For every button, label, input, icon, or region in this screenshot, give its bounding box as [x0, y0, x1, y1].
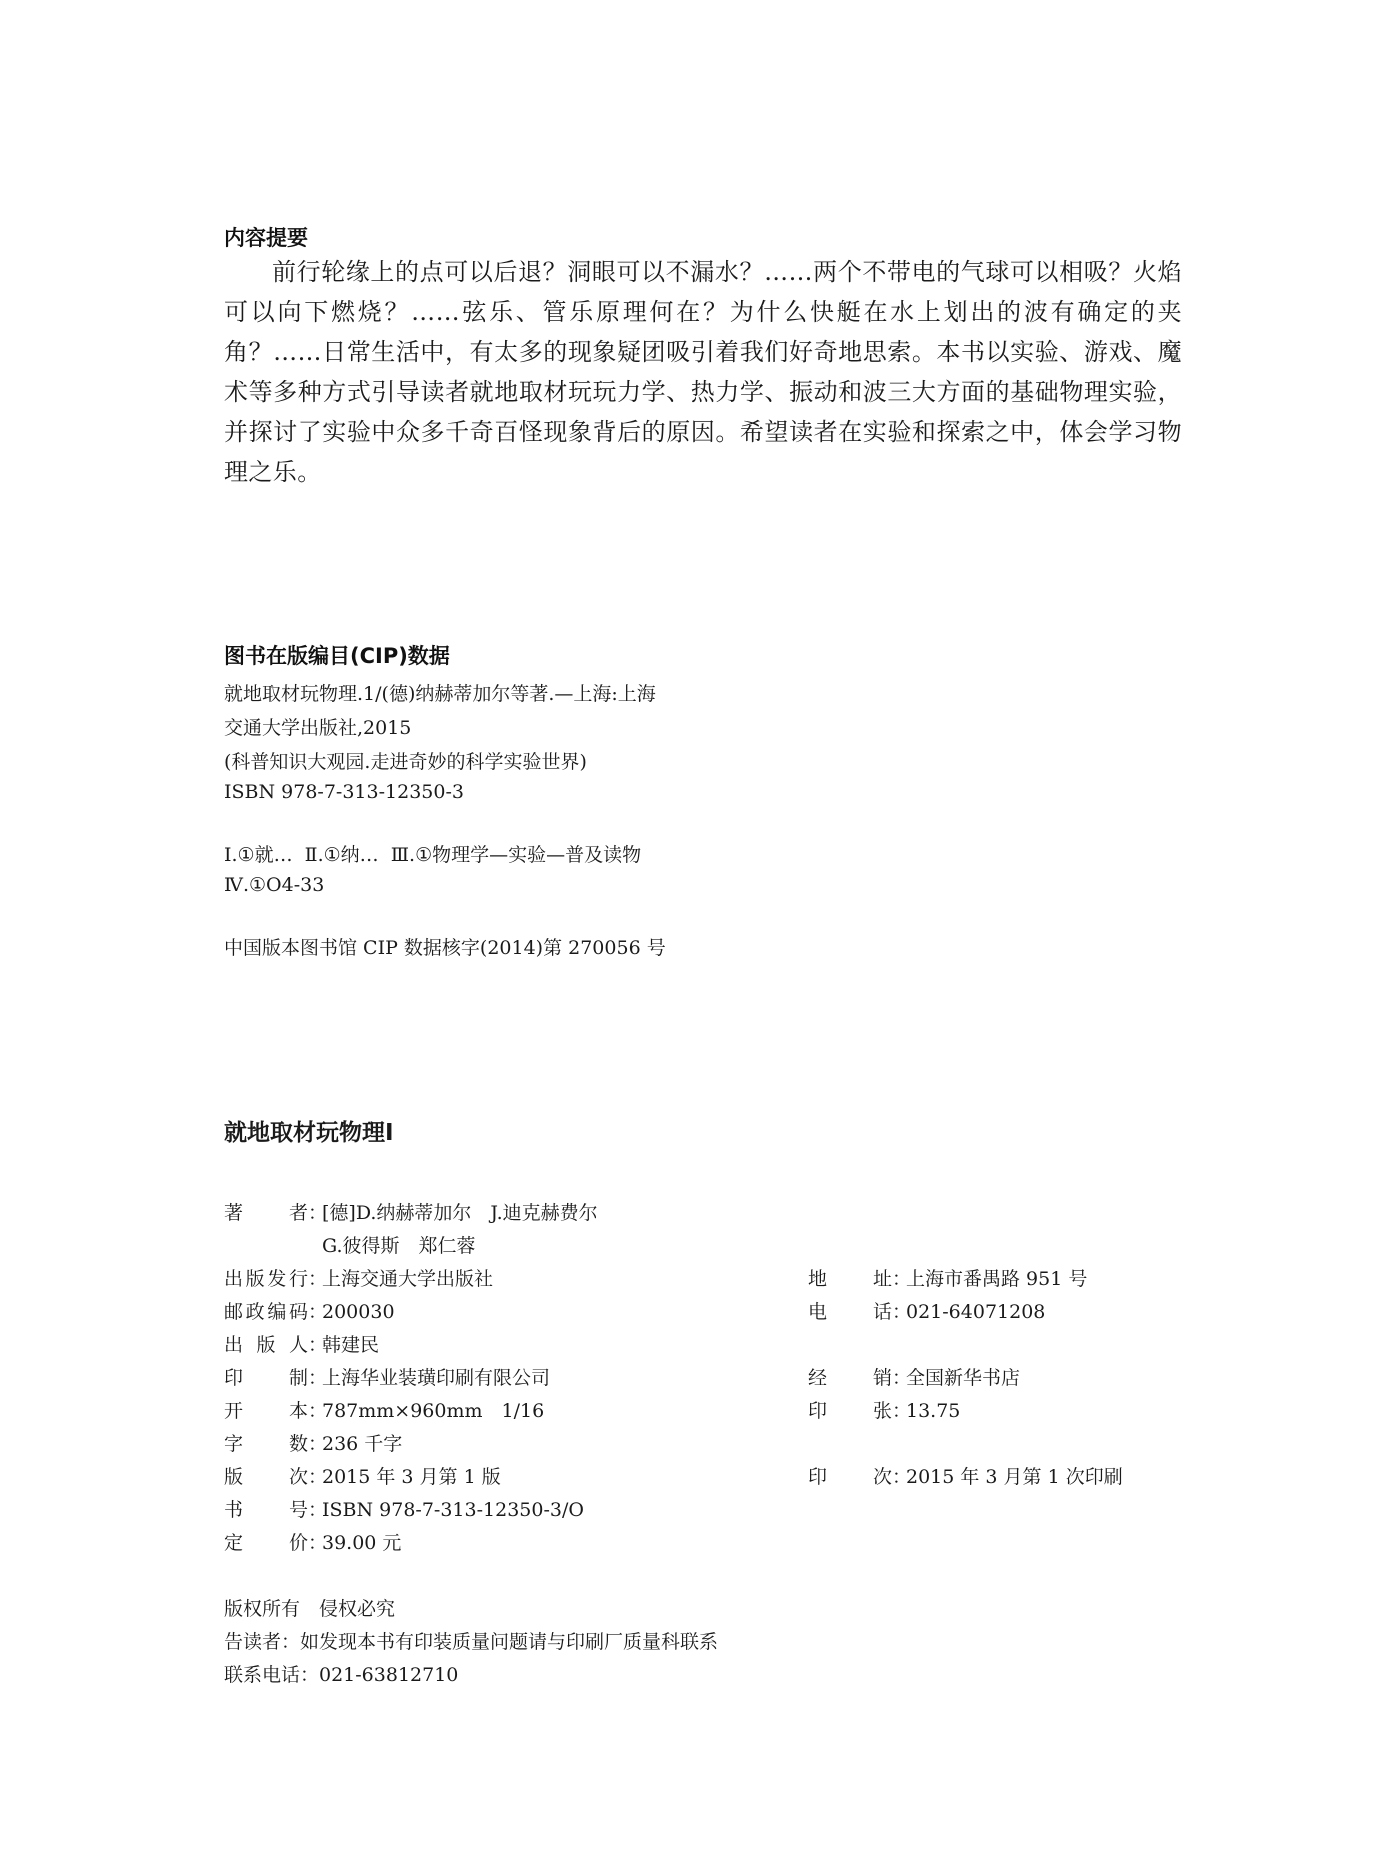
- field-value: ISBN 978-7-313-12350-3/O: [322, 1499, 584, 1521]
- colon: ：: [308, 1499, 328, 1521]
- book-title: 就地取材玩物理Ⅰ: [224, 1120, 394, 1146]
- field-value: 787mm×960mm 1/16: [322, 1400, 545, 1422]
- field-format: [224, 1396, 544, 1423]
- colon: ：: [308, 1268, 328, 1290]
- field-printing: [808, 1462, 1123, 1489]
- copyright-notice: 版权所有 侵权必究: [224, 1598, 396, 1620]
- field-value: 13.75: [906, 1400, 961, 1422]
- field-label: 出版发行: [224, 1268, 308, 1290]
- field-distributor: [808, 1363, 1020, 1390]
- author-value: [德]D.纳赫蒂加尔 J.迪克赫费尔: [322, 1202, 598, 1224]
- field-label: 电话: [808, 1301, 892, 1323]
- colon: ：: [308, 1532, 328, 1554]
- field-value: 上海市番禺路 951 号: [906, 1268, 1088, 1290]
- field-label: 字数: [224, 1433, 308, 1455]
- field-value: 上海交通大学出版社: [322, 1268, 494, 1290]
- cip-line: ISBN 978-7-313-12350-3: [224, 781, 464, 803]
- field-value: 021-64071208: [906, 1301, 1046, 1323]
- field-label: 印次: [808, 1466, 892, 1488]
- colon: ：: [892, 1466, 912, 1488]
- cip-record-number: 中国版本图书馆 CIP 数据核字(2014)第 270056 号: [224, 937, 666, 959]
- field-word-count: [224, 1429, 402, 1456]
- colon: ：: [892, 1400, 912, 1422]
- author-label: 著 者: [224, 1202, 308, 1224]
- colon: ：: [892, 1268, 912, 1290]
- cip-line: 就地取材玩物理.1/(德)纳赫蒂加尔等著.—上海:上海: [224, 683, 656, 705]
- abstract-paragraph: 前行轮缘上的点可以后退？洞眼可以不漏水？……两个不带电的气球可以相吸？火焰可以向下燃烧？……弦乐、管乐原理何在？为什么快艇在水上划出的波有确定的夹角？……日常生活中，有太多的现象疑团吸引着我们好奇地思索。本书以实验、游戏、魔术等多种方式引导读者就地取材玩玩力学、热力学、振动和波三大方面的基础物理实验，并探讨了实验中众多千奇百怪现象背后的原因。希望读者在实验和探索之中，体会学习物理之乐。: [224, 258, 1182, 486]
- cip-classification: Ⅳ.①O4-33: [224, 874, 325, 896]
- field-value: 200030: [322, 1301, 395, 1323]
- colon: ：: [308, 1334, 328, 1356]
- colon: ：: [308, 1202, 328, 1224]
- abstract-body: [224, 252, 1182, 492]
- field-isbn: [224, 1495, 584, 1522]
- cip-line: (科普知识大观园.走进奇妙的科学实验世界): [224, 751, 587, 773]
- field-label: 印张: [808, 1400, 892, 1422]
- contact-phone: 联系电话：021-63812710: [224, 1664, 459, 1686]
- field-publisher: [224, 1264, 493, 1291]
- field-value: 上海华业装璜印刷有限公司: [322, 1367, 551, 1389]
- colon: ：: [308, 1367, 328, 1389]
- colon: ：: [308, 1433, 328, 1455]
- field-label: 版次: [224, 1466, 308, 1488]
- colon: ：: [892, 1367, 912, 1389]
- field-label: 邮政编码: [224, 1301, 308, 1323]
- field-address: [808, 1264, 1087, 1291]
- reader-notice: 告读者：如发现本书有印装质量问题请与印刷厂质量科联系: [224, 1631, 719, 1653]
- colon: ：: [308, 1301, 328, 1323]
- field-value: 2015 年 3 月第 1 版: [322, 1466, 501, 1488]
- cip-classification: Ⅰ.①就… Ⅱ.①纳… Ⅲ.①物理学—实验—普及读物: [224, 844, 642, 866]
- field-postcode: [224, 1297, 395, 1324]
- field-value: 韩建民: [322, 1334, 380, 1356]
- field-label: 书号: [224, 1499, 308, 1521]
- field-label: 定价: [224, 1532, 308, 1554]
- field-label: 出版人: [224, 1334, 308, 1356]
- colon: ：: [308, 1400, 328, 1422]
- field-label: 经销: [808, 1367, 892, 1389]
- field-printer: [224, 1363, 550, 1390]
- abstract-heading: 内容提要: [224, 226, 308, 250]
- field-phone: [808, 1297, 1045, 1324]
- field-value: 全国新华书店: [906, 1367, 1021, 1389]
- field-label: 开本: [224, 1400, 308, 1422]
- field-sheets: [808, 1396, 960, 1423]
- cip-line: 交通大学出版社,2015: [224, 717, 412, 739]
- field-value: 39.00 元: [322, 1532, 402, 1554]
- field-value: 236 千字: [322, 1433, 403, 1455]
- colon: ：: [892, 1301, 912, 1323]
- field-label: 地址: [808, 1268, 892, 1290]
- author-row-continued: G.彼得斯 郑仁蓉: [322, 1235, 476, 1257]
- field-edition: [224, 1462, 501, 1489]
- field-label: 印制: [224, 1367, 308, 1389]
- cip-heading: 图书在版编目(CIP)数据: [224, 644, 450, 668]
- colon: ：: [308, 1466, 328, 1488]
- field-publisher-person: [224, 1330, 379, 1357]
- field-price: [224, 1528, 401, 1555]
- author-row: [224, 1198, 598, 1225]
- field-value: 2015 年 3 月第 1 次印刷: [906, 1466, 1123, 1488]
